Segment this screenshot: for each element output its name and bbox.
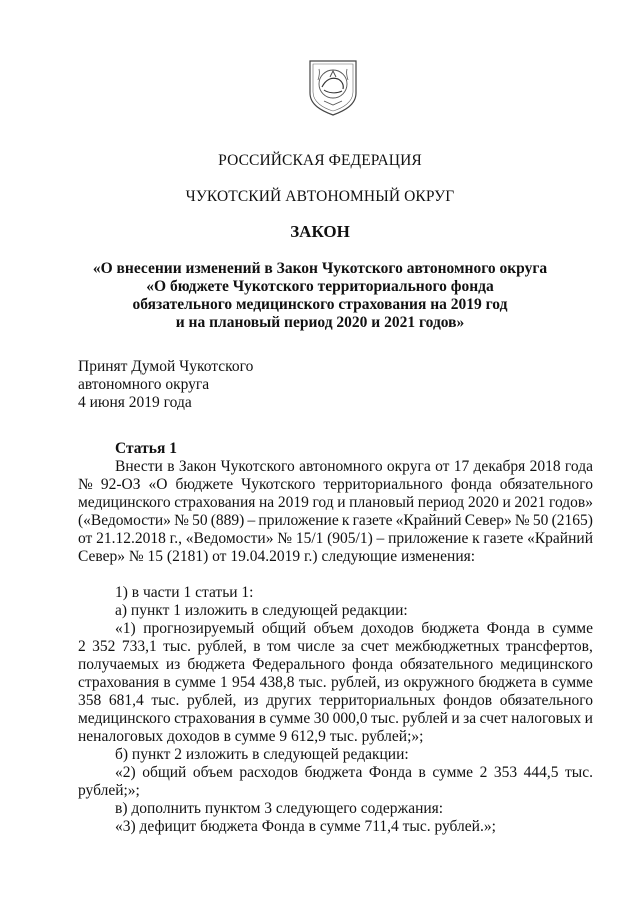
amendment-line: «3) дефицит бюджета Фонда в сумме 711,4 тыс. рублей.»; [115,818,496,835]
law-title-line: «О внесении изменений в Закон Чукотского автономного округа [92,260,548,277]
amendment-line: медицинского страхования в сумме 30 000,0 тыс. рублей и за счет налоговых и [78,710,593,727]
amendment-line: 2 352 733,1 тыс. рублей, в том числе за счет межбюджетных трансфертов, [78,638,593,655]
country-heading: РОССИЙСКАЯ ФЕДЕРАЦИЯ [218,152,422,169]
article-heading: Статья 1 [115,440,177,457]
law-title-line: и на плановый период 2020 и 2021 годов» [175,314,465,331]
amendment-line: а) пункт 1 изложить в следующей редакции: [115,602,408,619]
amendment-line: неналоговых доходов в сумме 9 612,9 тыс. рублей;»; [78,728,424,745]
amendment-line: 358 681,4 тыс. рублей, из других территориальных фондов обязательного [78,692,593,709]
adoption-line: Принят Думой Чукотского [78,358,254,375]
article-text-line: («Ведомости» № 50 (889) – приложение к газете «Крайний Север» № 50 (2165) [78,512,593,529]
amendment-line: 1) в части 1 статьи 1: [115,584,254,601]
adoption-line: автономного округа [78,376,210,393]
law-title-line: «О бюджете Чукотского территориального фонда [146,278,494,295]
article-text-line: Внести в Закон Чукотского автономного округа от 17 декабря 2018 года [115,458,593,475]
article-text-line: медицинского страхования на 2019 год и плановый период 2020 и 2021 годов» [78,494,593,511]
amendment-line: в) дополнить пунктом 3 следующего содержания: [115,800,444,817]
amendment-line: страхования в сумме 1 954 438,8 тыс. рублей, из окружного бюджета в сумме [78,674,593,691]
adoption-line: 4 июня 2019 года [78,394,192,411]
law-title-line: обязательного медицинского страхования на 2019 год [132,296,508,313]
amendment-line: «1) прогнозируемый общий объем доходов бюджета Фонда в сумме [115,620,593,637]
article-text-line: от 21.12.2018 г., «Ведомости» № 15/1 (905/1) – приложение к газете «Крайний [78,530,593,547]
article-text-line: Север» № 15 (2181) от 19.04.2019 г.) следующие изменения: [78,548,476,565]
document-type-heading: ЗАКОН [290,222,350,241]
amendment-line: получаемых из бюджета Федерального фонда обязательного медицинского [78,656,593,673]
article-text-line: № 92-ОЗ «О бюджете Чукотского территориального фонда обязательного [78,476,593,493]
chukotka-coat-of-arms-emblem [302,57,364,117]
amendment-line: б) пункт 2 изложить в следующей редакции: [115,746,409,763]
region-heading: ЧУКОТСКИЙ АВТОНОМНЫЙ ОКРУГ [185,188,455,205]
amendment-line: рублей;»; [78,782,140,799]
amendment-line: «2) общий объем расходов бюджета Фонда в сумме 2 353 444,5 тыс. [115,764,593,781]
